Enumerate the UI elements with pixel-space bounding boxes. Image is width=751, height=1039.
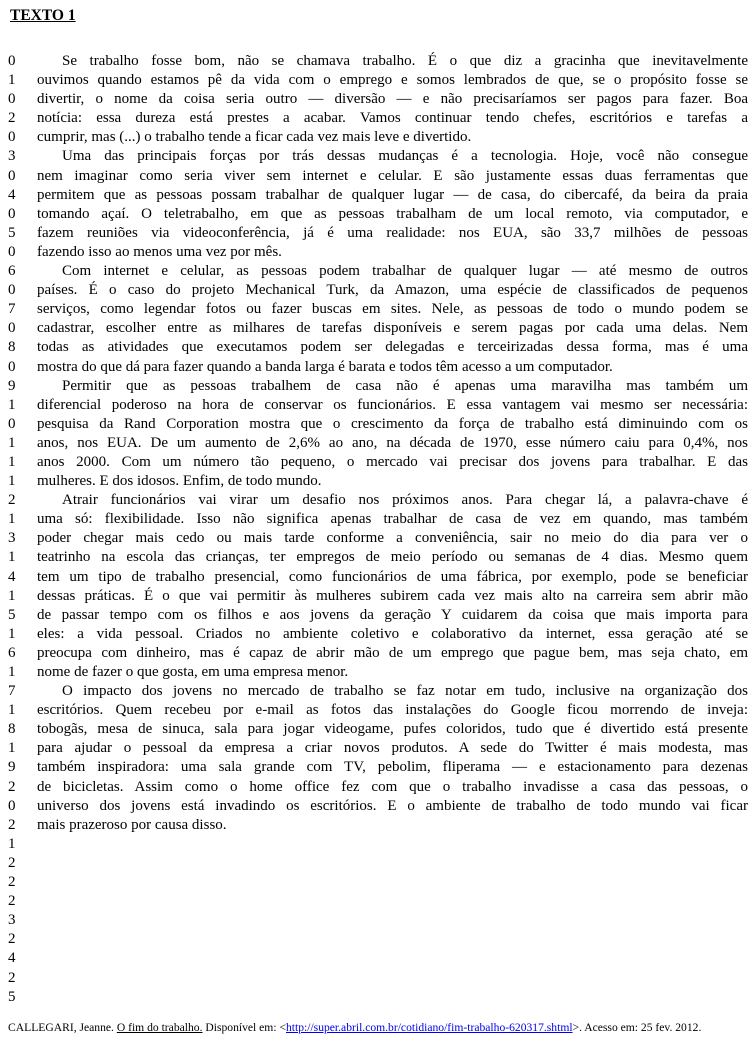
text-line xyxy=(0,186,751,205)
text-line xyxy=(0,701,751,720)
text-line xyxy=(0,52,751,71)
line-text: de bicicletas. Assim como o home office fez com que o trabalho invadisse a casa das pessoas, o xyxy=(37,778,748,795)
line-text: Se trabalho fosse bom, não se chamava trabalho. É o que diz a gracinha que inevitavelmente xyxy=(62,53,748,69)
line-text: universo dos jovens está invadindo os escritórios. E o ambiente de trabalho de todo mundo vai ficar xyxy=(37,797,748,814)
line-number: 1 xyxy=(8,453,16,470)
line-number: 4 xyxy=(8,568,16,585)
text-line xyxy=(0,167,751,186)
line-number: 1 xyxy=(8,587,16,604)
line-text: ouvimos quando estamos pê da vida com o emprego e somos lembrados de que, se o propósito fosse se xyxy=(37,72,748,89)
text-line xyxy=(0,434,751,453)
text-line xyxy=(0,930,751,949)
text-line xyxy=(0,911,751,930)
text-line xyxy=(0,128,751,147)
line-number: 6 xyxy=(8,644,16,661)
text-line xyxy=(0,224,751,243)
line-number: 1 xyxy=(8,72,16,89)
line-text: preocupa com dinheiro, mas é capaz de abrir mão de um emprego que pague bem, mas seja chato, em xyxy=(37,644,748,661)
line-text: nem imaginar como seria viver sem internet e celular. E são justamente essas duas ferramentas que xyxy=(37,167,748,184)
line-number: 0 xyxy=(8,129,16,146)
text-line xyxy=(0,300,751,319)
line-text: também inspiradora: uma sala grande com TV, pebolim, fliperama — e estacionamento para dezenas xyxy=(37,759,748,776)
line-number: 0 xyxy=(8,415,16,432)
text-line xyxy=(0,396,751,415)
line-text xyxy=(37,892,748,911)
text-line xyxy=(0,453,751,472)
text-line xyxy=(0,720,751,739)
line-text: tem um tipo de trabalho presencial, como funcionários de uma fábrica, por exemplo, pode se beneficiar xyxy=(37,568,748,585)
text-line xyxy=(0,854,751,873)
citation-work-title: O fim do trabalho. xyxy=(116,1021,203,1034)
text-line xyxy=(0,739,751,758)
line-text: anos, nos EUA. De um aumento de 2,6% ao ano, na década de 1970, esse número caiu para 0,4%, nos xyxy=(37,434,748,451)
citation-author: CALLEGARI, Jeanne. xyxy=(8,1021,117,1034)
text-line xyxy=(0,90,751,109)
citation-url-link[interactable]: http://super.abril.com.br/cotidiano/fim-trabalho-620317.shtml xyxy=(285,1021,573,1034)
text-line xyxy=(0,205,751,224)
text-line xyxy=(0,949,751,968)
line-text: pesquisa da Rand Corporation mostra que o crescimento da força de trabalho está diminuindo com os xyxy=(37,415,748,432)
line-number: 0 xyxy=(8,282,16,299)
line-number: 4 xyxy=(8,950,16,967)
text-line xyxy=(0,548,751,567)
citation-access-date: >. Acesso em: 25 fev. 2012. xyxy=(572,1021,702,1034)
line-text: anos 2000. Com um número tão pequeno, o mercado vai precisar dos jovens para trabalhar. E das xyxy=(37,453,748,470)
line-text: de passar tempo com os filhos e aos jovens da geração Y cuidarem da coisa que mais importa para xyxy=(37,606,748,623)
text-line xyxy=(0,262,751,281)
line-text: notícia: essa dureza está prestes a acabar. Vamos continuar tendo chefes, escritórios e tarefas a xyxy=(37,110,748,127)
line-number: 1 xyxy=(8,702,16,719)
line-number: 0 xyxy=(8,167,16,184)
text-line xyxy=(0,625,751,644)
text-line xyxy=(0,281,751,300)
line-number: 1 xyxy=(8,473,16,490)
line-number: 7 xyxy=(8,683,16,700)
text-line xyxy=(0,243,751,262)
line-text: uma só: flexibilidade. Isso não significa apenas trabalhar de casa de vez em quando, mas também xyxy=(37,511,748,528)
line-number: 1 xyxy=(8,740,16,757)
text-line xyxy=(0,319,751,338)
text-line xyxy=(0,816,751,835)
text-line xyxy=(0,873,751,892)
line-number: 0 xyxy=(8,320,16,337)
line-number: 2 xyxy=(8,874,16,891)
line-number: 1 xyxy=(8,396,16,413)
line-number: 2 xyxy=(8,778,16,795)
line-number: 2 xyxy=(8,893,16,910)
line-number: 2 xyxy=(8,931,16,948)
line-text: tomando açaí. O teletrabalho, em que as pessoas trabalham de um local remoto, via computador, e xyxy=(37,205,748,222)
line-text xyxy=(37,949,748,968)
text-line xyxy=(0,568,751,587)
line-number: 7 xyxy=(8,301,16,318)
line-number: 2 xyxy=(8,110,16,127)
citation-availability-text: Disponível em: < xyxy=(202,1021,286,1034)
line-text: O impacto dos jovens no mercado de trabalho se faz notar em tudo, inclusive na organização dos xyxy=(62,683,748,700)
line-number: 3 xyxy=(8,912,16,929)
line-text: escritórios. Quem recebeu por e-mail as fotos das instalações do Google ficou morrendo de inveja: xyxy=(37,702,748,719)
line-number: 2 xyxy=(8,492,16,509)
line-number: 1 xyxy=(8,549,16,566)
line-text: mais prazeroso por causa disso. xyxy=(37,816,227,833)
line-number: 2 xyxy=(8,969,16,986)
line-text: teatrinho na escola das crianças, ter empregos de meio período ou semanas de 4 dias. Mesmo quem xyxy=(37,549,748,566)
text-line xyxy=(0,606,751,625)
line-number: 0 xyxy=(8,358,16,375)
line-text xyxy=(37,911,748,930)
text-line xyxy=(0,644,751,663)
line-text: Atrair funcionários vai virar um desafio nos próximos anos. Para chegar lá, a palavra-chave é xyxy=(62,492,748,509)
line-number: 1 xyxy=(8,835,16,852)
text-line xyxy=(0,472,751,491)
line-text xyxy=(37,873,748,892)
line-number: 5 xyxy=(8,224,16,241)
line-text: divertir, o nome da coisa seria outro — diversão — e não precisaríamos ser pagos para fazer. Boa xyxy=(37,91,748,108)
line-number: 5 xyxy=(8,988,16,1005)
line-text: Uma das principais forças por trás dessas mudanças é a tecnologia. Hoje, você não consegue xyxy=(62,148,748,165)
line-text: fazendo isso ao menos uma vez por mês. xyxy=(37,243,282,260)
line-number: 1 xyxy=(8,625,16,642)
text-line xyxy=(0,682,751,701)
line-number: 9 xyxy=(8,759,16,776)
line-text: todas as atividades que executamos podem ser delegadas e terceirizadas dessa forma, mas é uma xyxy=(37,339,748,356)
line-number: 8 xyxy=(8,721,16,738)
line-number: 0 xyxy=(8,91,16,108)
line-number: 1 xyxy=(8,434,16,451)
line-text xyxy=(37,835,748,854)
line-number: 6 xyxy=(8,263,16,280)
text-line xyxy=(0,415,751,434)
line-text xyxy=(37,988,748,1007)
text-line xyxy=(0,835,751,854)
line-text: eles: a vida pessoal. Criados no ambiente coletivo e colaborativo da internet, essa geração até se xyxy=(37,625,748,642)
line-number: 2 xyxy=(8,816,16,833)
line-number: 0 xyxy=(8,53,16,69)
text-lines xyxy=(0,52,751,1007)
text-line xyxy=(0,147,751,166)
line-text: cadastrar, escolher entre as milhares de tarefas disponíveis e serem pagas por cada uma delas. Nem xyxy=(37,320,748,337)
text-line xyxy=(0,988,751,1007)
line-number: 1 xyxy=(8,664,16,680)
text-line xyxy=(0,778,751,797)
line-text: diferencial poderoso na hora de conservar os funcionários. E essa vantagem vai mesmo ser necessária: xyxy=(37,396,748,413)
line-text xyxy=(37,854,748,873)
line-number: 0 xyxy=(8,797,16,814)
text-line xyxy=(0,758,751,777)
line-text: países. É o caso do projeto Mechanical Turk, da Amazon, uma espécie de classificados de pequenos xyxy=(37,282,748,299)
text-line xyxy=(0,109,751,128)
text-line xyxy=(0,358,751,377)
line-text: nome de fazer o que gosta, em uma empresa menor. xyxy=(37,664,349,680)
line-text xyxy=(37,930,748,949)
text-line xyxy=(0,892,751,911)
text-line xyxy=(0,797,751,816)
line-text: permitem que as pessoas possam trabalhar de qualquer lugar — de casa, do cibercafé, da beira da praia xyxy=(37,186,748,203)
line-number: 9 xyxy=(8,377,16,394)
text-line xyxy=(0,491,751,510)
line-text: tobogãs, mesa de sinuca, sala para jogar videogame, pufes coloridos, tudo que é divertido está presente xyxy=(37,721,748,738)
line-number: 0 xyxy=(8,243,16,260)
line-text: mostra do que dá para fazer quando a banda larga é barata e todos têm acesso a um computador. xyxy=(37,358,613,375)
line-number: 3 xyxy=(8,148,16,165)
line-text: mulheres. E dos idosos. Enfim, de todo mundo. xyxy=(37,473,322,490)
text-line xyxy=(0,969,751,988)
text-line xyxy=(0,71,751,90)
line-text: dessas práticas. É o que vai permitir às mulheres subirem cada vez mais alto na carreira sem abrir mão xyxy=(37,587,748,604)
text-line xyxy=(0,587,751,606)
line-number: 2 xyxy=(8,854,16,871)
line-number: 5 xyxy=(8,606,16,623)
line-number: 4 xyxy=(8,186,16,203)
line-number: 3 xyxy=(8,530,16,547)
line-text: Permitir que as pessoas trabalhem de casa não é apenas uma maravilha mas também um xyxy=(62,377,748,394)
text-line xyxy=(0,377,751,396)
text-line xyxy=(0,663,751,682)
text-line xyxy=(0,338,751,357)
line-text xyxy=(37,969,748,988)
text-line xyxy=(0,529,751,548)
line-text: serviços, como legendar fotos ou fazer buscas em sites. Nele, as pessoas de todo o mundo podem se xyxy=(37,301,748,318)
citation xyxy=(8,1021,751,1034)
line-number: 0 xyxy=(8,205,16,222)
line-text: cumprir, mas (...) o trabalho tende a ficar cada vez mais leve e divertido. xyxy=(37,129,472,146)
line-text: para ajudar o pessoal da empresa a criar novos produtos. A sede do Twitter é mais modesta, mas xyxy=(37,740,748,757)
line-number: 8 xyxy=(8,339,16,356)
line-text: fazem reuniões via videoconferência, já é uma realidade: nos EUA, são 33,7 milhões de pessoas xyxy=(37,224,748,241)
line-text: poder chegar mais cedo ou mais tarde conforme a conveniência, sair no meio do dia para ver o xyxy=(37,530,748,547)
line-text: Com internet e celular, as pessoas podem trabalhar de qualquer lugar — até mesmo de outros xyxy=(62,263,748,280)
line-number: 1 xyxy=(8,511,16,528)
page-title: TEXTO 1 xyxy=(10,7,76,24)
text-line xyxy=(0,510,751,529)
